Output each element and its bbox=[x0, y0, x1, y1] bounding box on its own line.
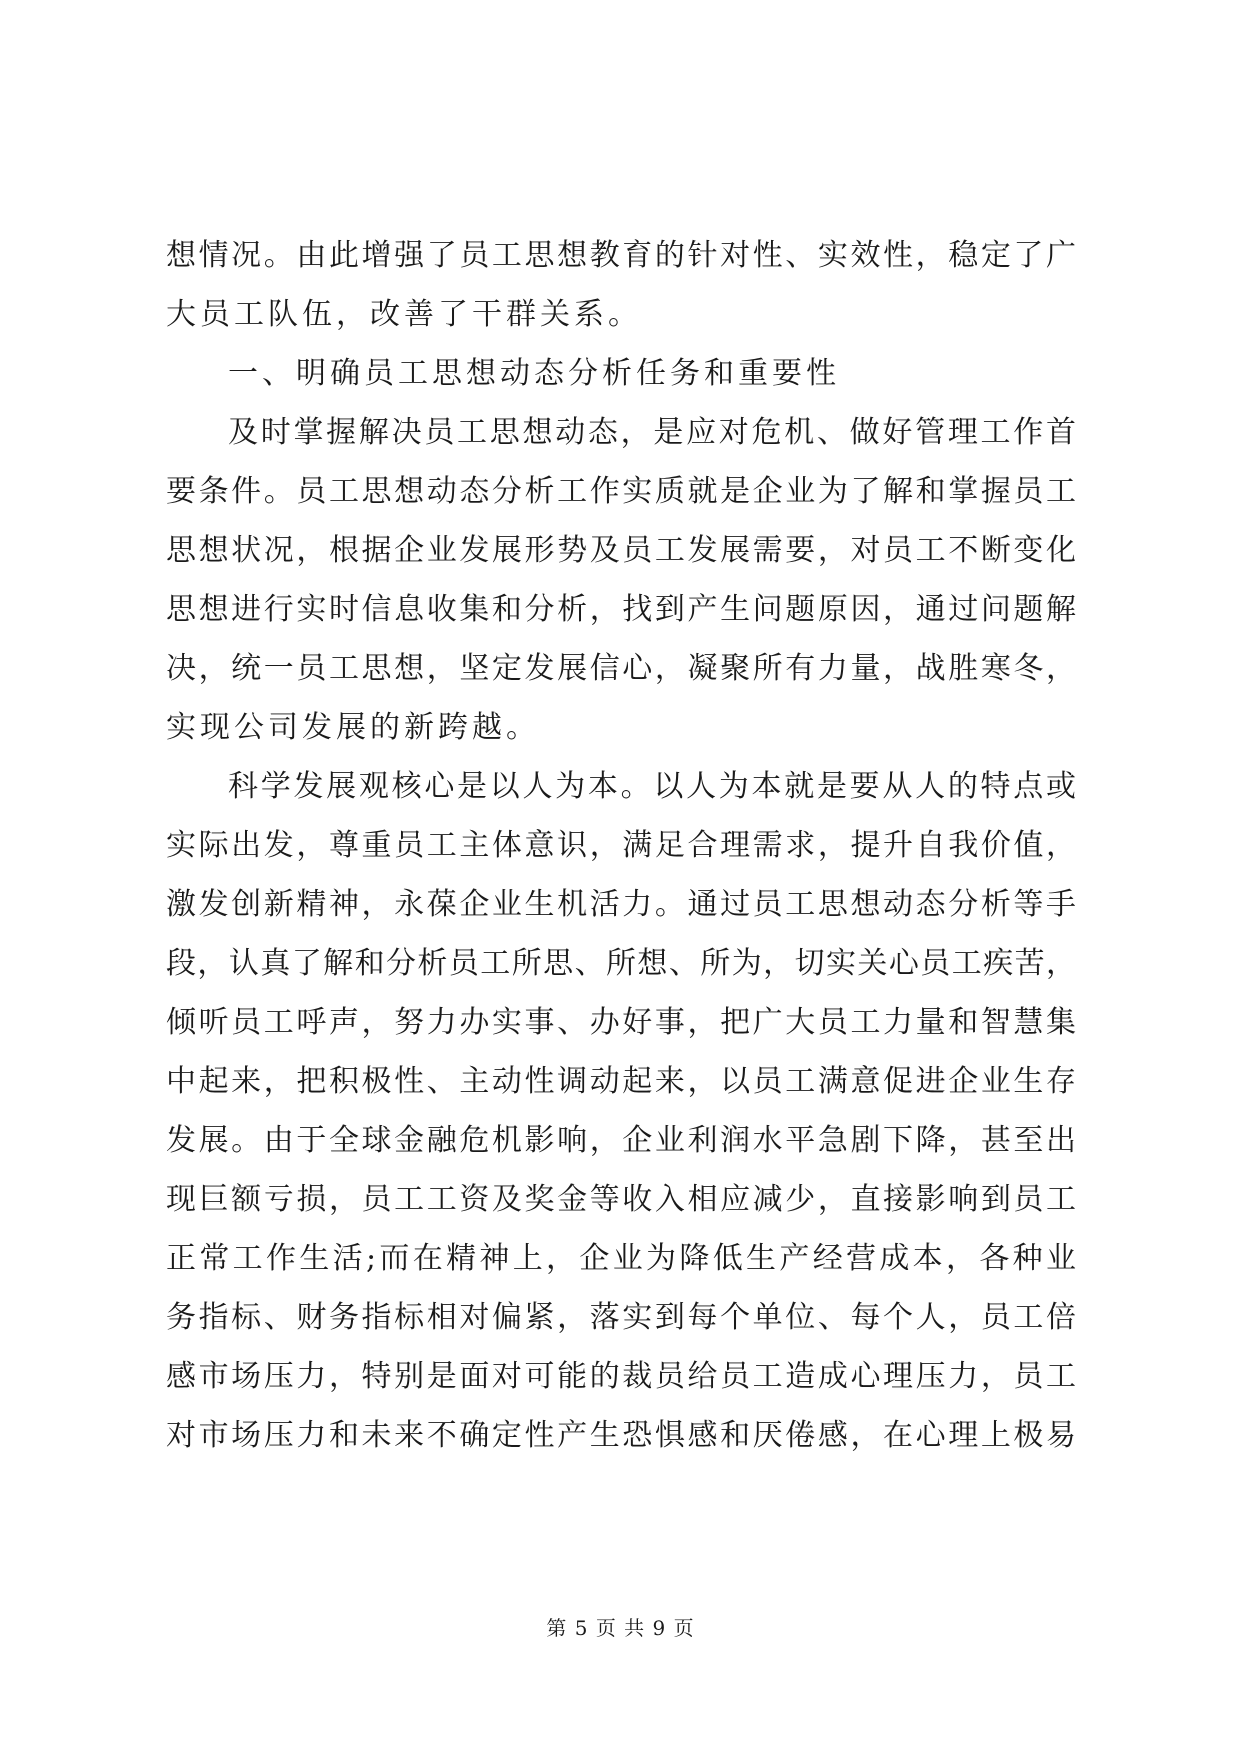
text-line: 大员工队伍，改善了干群关系。 bbox=[166, 297, 642, 332]
text-line: 思想进行实时信息收集和分析，找到产生问题原因，通过问题解 bbox=[166, 592, 1076, 627]
text-line: 决，统一员工思想，坚定发展信心，凝聚所有力量，战胜寒冬， bbox=[166, 651, 1076, 686]
text-line: 激发创新精神，永葆企业生机活力。通过员工思想动态分析等手 bbox=[166, 887, 1076, 922]
text-line: 要条件。员工思想动态分析工作实质就是企业为了解和掌握员工 bbox=[166, 474, 1076, 509]
text-line: 务指标、财务指标相对偏紧，落实到每个单位、每个人，员工倍 bbox=[166, 1300, 1076, 1335]
section-heading: 一、明确员工思想动态分析任务和重要性 bbox=[228, 356, 840, 391]
text-line: 及时掌握解决员工思想动态，是应对危机、做好管理工作首 bbox=[228, 415, 1076, 450]
text-line: 科学发展观核心是以人为本。以人为本就是要从人的特点或 bbox=[228, 769, 1076, 804]
document-body bbox=[166, 226, 1076, 1465]
text-line: 段，认真了解和分析员工所思、所想、所为，切实关心员工疾苦， bbox=[166, 946, 1076, 981]
text-line: 对市场压力和未来不确定性产生恐惧感和厌倦感，在心理上极易 bbox=[166, 1418, 1076, 1453]
text-line: 中起来，把积极性、主动性调动起来，以员工满意促进企业生存 bbox=[166, 1064, 1076, 1099]
text-line: 倾听员工呼声，努力办实事、办好事，把广大员工力量和智慧集 bbox=[166, 1005, 1076, 1040]
text-line: 正常工作生活;而在精神上，企业为降低生产经营成本，各种业 bbox=[166, 1241, 1076, 1276]
text-line: 发展。由于全球金融危机影响，企业利润水平急剧下降，甚至出 bbox=[166, 1123, 1076, 1158]
page-number-footer: 第 5 页 共 9 页 bbox=[546, 1616, 695, 1640]
text-line: 感市场压力，特别是面对可能的裁员给员工造成心理压力，员工 bbox=[166, 1359, 1076, 1394]
text-line: 思想状况，根据企业发展形势及员工发展需要，对员工不断变化 bbox=[166, 533, 1076, 568]
text-line: 实现公司发展的新跨越。 bbox=[166, 710, 540, 745]
text-line: 实际出发，尊重员工主体意识，满足合理需求，提升自我价值， bbox=[166, 828, 1076, 863]
text-line: 现巨额亏损，员工工资及奖金等收入相应减少，直接影响到员工 bbox=[166, 1182, 1076, 1217]
text-line: 想情况。由此增强了员工思想教育的针对性、实效性，稳定了广 bbox=[166, 238, 1076, 273]
